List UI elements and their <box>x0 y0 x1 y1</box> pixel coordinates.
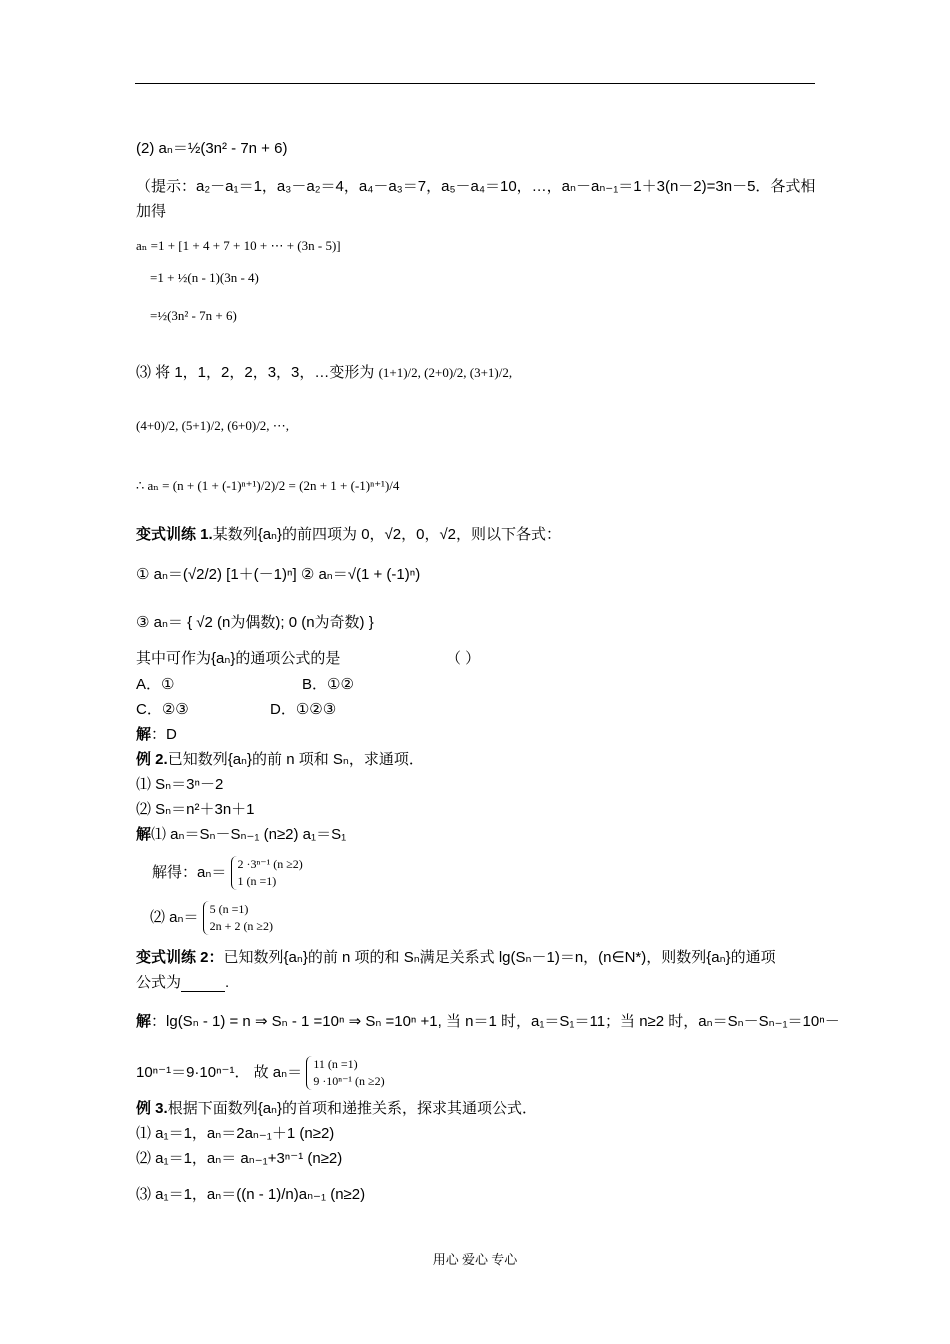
exercise-2-text: 已知数列{aₙ}的前 n 项的和 Sₙ满足关系式 lg(Sₙ－1)＝n，(n∈N*)，则数列{aₙ}的通项 <box>223 949 776 966</box>
exercise-1-options-12: ① aₙ＝(√2/2) [1＋(－1)ⁿ] ② aₙ＝√(1 + (-1)ⁿ) <box>136 566 421 583</box>
exercise-2-title: 变式训练 2： <box>136 949 224 966</box>
p3-intro-line <box>136 364 512 382</box>
solution-2-result <box>152 856 303 890</box>
solution-2-text: ⑴ aₙ＝Sₙ－Sₙ₋₁ (n≥2) a₁＝S₁ <box>151 826 347 843</box>
choice-d: D．①②③ <box>270 701 337 718</box>
derivation-line-2: =1 + ½(n - 1)(3n - 4) <box>150 270 259 285</box>
exercise-2-end: . <box>225 974 230 991</box>
exercise-1-text: 某数列{aₙ}的前四项为 0，√2，0，√2，则以下各式： <box>212 526 562 543</box>
example-3-q3: ⑶ a₁＝1，aₙ＝((n - 1)/n)aₙ₋₁ (n≥2) <box>136 1186 366 1203</box>
derivation-line-3: =½(3n² - 7n + 6) <box>150 308 237 323</box>
exercise-1-option-3: ③ aₙ＝ { √2 (n为偶数); 0 (n为奇数) } <box>136 614 374 631</box>
solution-3-case-2: 9 ·10ⁿ⁻¹ (n ≥2) <box>313 1074 385 1088</box>
solution-3-case-1: 11 (n =1) <box>313 1057 358 1071</box>
answer-paren: （ ） <box>446 650 481 667</box>
p3-intro: ⑶ 将 1，1，2，2，3，3，…变形为 <box>136 364 375 381</box>
solution-3 <box>136 1013 840 1031</box>
solution-2-case-2: 1 (n =1) <box>237 874 277 888</box>
solution-2-cases <box>231 856 303 890</box>
exercise-1-title: 变式训练 1. <box>136 526 213 543</box>
example-2-heading <box>136 751 424 769</box>
exercise-1-question: 其中可作为{aₙ}的通项公式的是 <box>136 650 341 667</box>
example-2-q1: ⑴ Sₙ＝3ⁿ－2 <box>136 776 224 793</box>
p3-result: ∴ aₙ = (n + (1 + (-1)ⁿ⁺¹)/2)/2 = (2n + 1 + (-1)ⁿ⁺¹)/4 <box>136 478 400 493</box>
solution-3-line-2 <box>136 1056 385 1090</box>
example-3-title: 例 3. <box>136 1100 168 1117</box>
example-2-q2: ⑵ Sₙ＝n²＋3n＋1 <box>136 801 255 818</box>
exercise-1-question-line <box>136 650 481 668</box>
solution-2-label: 解 <box>136 826 152 843</box>
solution-2-result-label: 解得：aₙ＝ <box>152 864 227 881</box>
solution-2-case-1: 2 ·3ⁿ⁻¹ (n ≥2) <box>237 857 303 871</box>
derivation-line-1: aₙ =1 + [1 + 4 + 7 + 10 + ⋯ + (3n - 5)] <box>136 238 341 253</box>
solution-1 <box>136 726 177 744</box>
exercise-2-text-cont: 公式为 <box>136 974 182 991</box>
hint-text: （提示：a₂－a₁＝1，a₃－a₂＝4，a₄－a₃＝7，a₅－a₄＝10，…，aₙ－aₙ₋₁＝1＋3(n－2)=3n－5．各式相 <box>136 178 816 195</box>
solution-2-q2 <box>150 901 273 935</box>
example-3-q2: ⑵ a₁＝1，aₙ＝ aₙ₋₁+3ⁿ⁻¹ (n≥2) <box>136 1150 343 1167</box>
p3-fracs-2: (4+0)/2, (5+1)/2, (6+0)/2, ⋯, <box>136 418 290 433</box>
solution-3-text: ：lg(Sₙ - 1) = n ⇒ Sₙ - 1 =10ⁿ ⇒ Sₙ =10ⁿ +1, 当 n＝1 时，a₁＝S₁＝11；当 n≥2 时，aₙ＝Sₙ－Sₙ₋₁＝10ⁿ－ <box>151 1013 840 1030</box>
solution-2-q2-case-1: 5 (n =1) <box>209 902 249 916</box>
example-2-text: 已知数列{aₙ}的前 n 项和 Sₙ，求通项． <box>167 751 424 768</box>
page-footer: 用心 爱心 专心 <box>432 1252 518 1267</box>
solution-2-q2-case-2: 2n + 2 (n ≥2) <box>209 919 274 933</box>
exercise-2-heading <box>136 949 776 967</box>
header-rule <box>135 83 815 84</box>
example-3-heading <box>136 1100 537 1118</box>
example-3-text: 根据下面数列{aₙ}的首项和递推关系，探求其通项公式． <box>167 1100 538 1117</box>
solution-1-text: ：D <box>151 726 177 743</box>
solution-2-q2-cases <box>203 901 273 935</box>
choice-b: B．①② <box>302 676 354 693</box>
choice-a: A．① <box>136 676 175 693</box>
choice-c: C．②③ <box>136 701 189 718</box>
solution-3-label: 解 <box>136 1013 152 1030</box>
answer-blank <box>181 977 225 992</box>
example-2-title: 例 2. <box>136 751 168 768</box>
solution-2-q2-label: ⑵ aₙ＝ <box>150 909 199 926</box>
hint-continuation: 加得 <box>136 203 167 220</box>
solution-3-text-2: 10ⁿ⁻¹＝9·10ⁿ⁻¹． 故 aₙ＝ <box>136 1064 303 1081</box>
p3-fracs: (1+1)/2, (2+0)/2, (3+1)/2, <box>378 365 513 380</box>
exercise-2-text-2 <box>136 974 229 992</box>
exercise-1-heading <box>136 526 561 544</box>
example-3-q1: ⑴ a₁＝1，aₙ＝2aₙ₋₁＋1 (n≥2) <box>136 1125 335 1142</box>
solution-1-label: 解 <box>136 726 152 743</box>
solution-3-cases <box>306 1056 384 1090</box>
p2-formula: (2) aₙ＝½(3n² - 7n + 6) <box>136 140 288 157</box>
solution-2 <box>136 826 346 844</box>
